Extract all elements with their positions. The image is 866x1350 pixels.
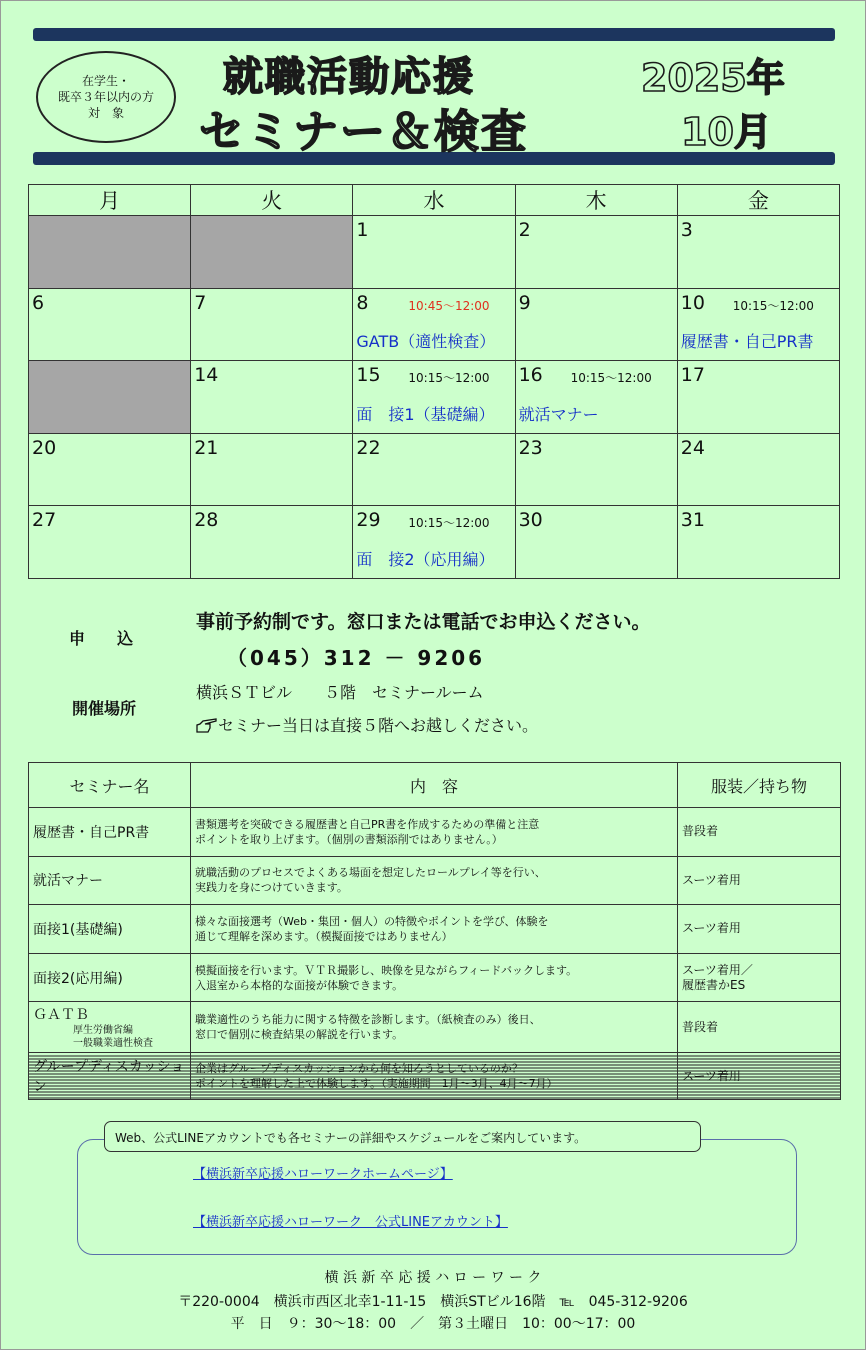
calendar-day [515,216,677,289]
seminar-dress-cell [678,808,841,857]
page-title-line2: セミナー＆検査 [199,105,529,158]
seminar-description-line: 様々な面接選考（Web・集団・個人）の特徴やポイントを学び、体験を [195,914,549,928]
calendar-day-closed [29,216,191,289]
day-number: 24 [680,436,705,459]
seminar-name-cell [29,1053,191,1100]
event-time: 10:15～12:00 [408,516,490,531]
seminar-name: 就活マナー [33,873,103,890]
event-name: 面 接2（応用編） [356,549,495,569]
day-number: 3 [680,219,693,241]
day-number: 31 [680,509,705,532]
calendar-day [677,433,839,506]
target-audience-badge [36,51,176,143]
seminar-description-line: ポイントを取り上げます。（個別の書類添削ではありません。） [195,832,503,846]
seminar-dress-cell [678,856,841,905]
day-number: 20 [32,436,57,459]
weekday-header: 月 [29,185,191,216]
calendar-week [29,216,840,289]
footer-org: 横 浜 新 卒 応 援 ハ ロ ー ワ ー ク [324,1270,542,1286]
calendar-day [29,506,191,579]
seminar-dress-line: 履歴書かES [682,977,746,992]
seminar-name: 面接2(応用編) [33,970,123,987]
day-number: 29 [356,509,381,532]
footer-hours: 平 日 ９：30～18：00 ／ 第３土曜日 10：00～17：00 [230,1316,636,1332]
day-number: 21 [194,436,219,459]
calendar-day-closed [29,361,191,434]
seminar-dress-cell [678,905,841,954]
line-account-link[interactable]: 【横浜新卒応援ハローワーク 公式LINEアカウント】 [193,1215,508,1230]
calendar-week [29,288,840,361]
event-time: 10:15～12:00 [732,298,814,313]
calendar-day [191,288,353,361]
calendar-day [515,288,677,361]
calendar-day-closed [191,216,353,289]
day-number: 14 [194,364,219,387]
seminar-name-cell [29,808,191,857]
seminar-row [29,953,841,1002]
day-number: 1 [356,219,369,241]
seminar-description-line: 模擬面接を行います。ＶＴＲ撮影し、映像を見ながらフィードバックします。 [195,963,578,977]
seminar-dress-cell [678,953,841,1002]
seminar-name-cell [29,953,191,1002]
calendar-day [353,506,515,579]
day-number: 2 [518,219,531,241]
seminar-description-line: 書類選考を突破できる履歴書と自己PR書を作成するための準備と注意 [195,817,540,831]
day-number: 28 [194,509,219,532]
calendar-day [29,433,191,506]
seminar-name: 面接1(基礎編) [33,921,123,938]
calendar-day [677,361,839,434]
event-time: 10:15～12:00 [570,371,652,386]
venue-label: 開催場所 [72,699,137,718]
seminar-description-line: ポイントを理解した上で体験します。（実施期間 1月～3月、4月～7月） [195,1077,558,1091]
calendar-day [353,216,515,289]
seminar-name: 履歴書・自己PR書 [33,824,150,841]
event-time: 10:45～12:00 [408,298,490,313]
page-title-line1: 就職活動応援 [223,54,475,100]
seminar-description-cell [191,808,678,857]
day-number: 30 [518,509,543,532]
calendar-day [29,288,191,361]
seminar-name-sub: 一般職業適性検査 [73,1038,153,1050]
weekday-header: 木 [515,185,677,216]
event-time: 10:15～12:00 [408,371,490,386]
seminar-description-cell [191,1002,678,1053]
seminar-description-line: 企業はグループディスカッションから何を知ろうとしているのか？ [195,1062,523,1076]
footer-address: 〒220-0004 横浜市西区北幸1-11-15 横浜STビル16階 ℡ 045-312-9206 [178,1294,688,1310]
day-number: 22 [356,436,381,459]
event-name: GATB（適性検査） [356,332,496,352]
seminar-column-header: セミナー名 [29,763,191,808]
day-number: 9 [518,291,531,314]
seminar-description-line: 窓口で個別に検査結果の解説を行います。 [195,1028,404,1042]
seminar-name-cell [29,1002,191,1053]
seminar-row [29,808,841,857]
day-number: 10 [680,291,705,314]
calendar-day [191,433,353,506]
seminar-description-line: 通じて理解を深めます。（模擬面接ではありません） [195,929,453,943]
calendar-day [515,361,677,434]
venue-note-text: セミナー当日は直接５階へお越しください。 [218,716,539,735]
seminar-dress-line: スーツ着用 [682,1068,741,1083]
event-name: 就活マナー [518,404,599,424]
seminar-column-header: 服装／持ち物 [678,763,841,808]
calendar-day [677,506,839,579]
calendar-day [515,506,677,579]
calendar-table [28,184,840,579]
seminar-dress-line: 普段着 [682,824,719,839]
event-name: 面 接1（基礎編） [356,404,495,424]
target-line: 在学生・ [81,74,130,88]
seminar-column-header: 内 容 [191,763,678,808]
calendar-week [29,433,840,506]
venue-note [196,713,538,736]
calendar-day [191,361,353,434]
year-label: 2025年 [641,56,785,100]
calendar-day [515,433,677,506]
seminar-row [29,1053,841,1100]
apply-label: 申 込 [69,629,134,648]
homepage-link[interactable]: 【横浜新卒応援ハローワークホームページ】 [193,1167,453,1182]
seminar-row [29,905,841,954]
seminar-description-cell [191,905,678,954]
seminar-row [29,856,841,905]
seminar-dress-line: スーツ着用／ [682,962,753,977]
seminar-description-cell [191,953,678,1002]
header-bar-top [33,28,835,41]
seminar-dress-cell [678,1053,841,1100]
weekday-header: 火 [191,185,353,216]
day-number: 17 [680,364,705,387]
calendar-day [191,506,353,579]
seminar-dress-line: スーツ着用 [682,872,741,887]
day-number: 15 [356,364,381,387]
seminar-description-line: 入退室から本格的な面接が体験できます。 [195,978,404,992]
seminar-description-cell [191,1053,678,1100]
seminar-name: グループディスカッション [33,1059,185,1096]
pointing-hand-icon [196,717,218,733]
web-info-box [77,1139,797,1255]
calendar-week [29,361,840,434]
event-name: 履歴書・自己PR書 [680,332,814,352]
seminar-description-line: 就職活動のプロセスでよくある場面を想定したロールプレイ等を行い、 [195,866,546,880]
seminar-name-cell [29,905,191,954]
seminar-dress-line: 普段着 [682,1019,719,1034]
calendar-week [29,506,840,579]
day-number: 6 [32,291,45,314]
seminar-name-sub: 厚生労働省編 [73,1025,133,1037]
seminar-dress-cell [678,1002,841,1053]
venue-text: 横浜ＳＴビル ５階 セミナールーム [196,683,484,702]
seminar-name: ＧＡＴＢ [33,1007,89,1024]
seminar-row [29,1002,841,1053]
day-number: 7 [194,291,207,314]
month-label: 10月 [681,110,772,154]
weekday-header: 金 [677,185,839,216]
seminar-description-line: 実践力を身につけていきます。 [195,881,348,895]
day-number: 23 [518,436,543,459]
day-number: 16 [518,364,543,387]
reservation-text: 事前予約制です。窓口または電話でお申込ください。 [196,611,651,633]
calendar-day [677,216,839,289]
calendar-day [353,433,515,506]
seminar-name-cell [29,856,191,905]
day-number: 8 [356,291,369,314]
seminar-description-line: 職業適性のうち能力に関する特徴を診断します。（紙検査のみ）後日、 [195,1013,541,1027]
seminar-dress-line: スーツ着用 [682,921,741,936]
target-line: 既卒３年以内の方 [57,90,154,104]
web-note: Web、公式LINEアカウントでも各セミナーの詳細やスケジュールをご案内しています。 [104,1121,701,1152]
calendar-day [677,288,839,361]
calendar-day [353,361,515,434]
phone-number: （045）312 － 9206 [227,646,486,670]
calendar-day [353,288,515,361]
target-line: 対 象 [87,106,124,120]
seminar-table [28,762,841,1100]
seminar-description-cell [191,856,678,905]
day-number: 27 [32,509,57,532]
weekday-header: 水 [353,185,515,216]
